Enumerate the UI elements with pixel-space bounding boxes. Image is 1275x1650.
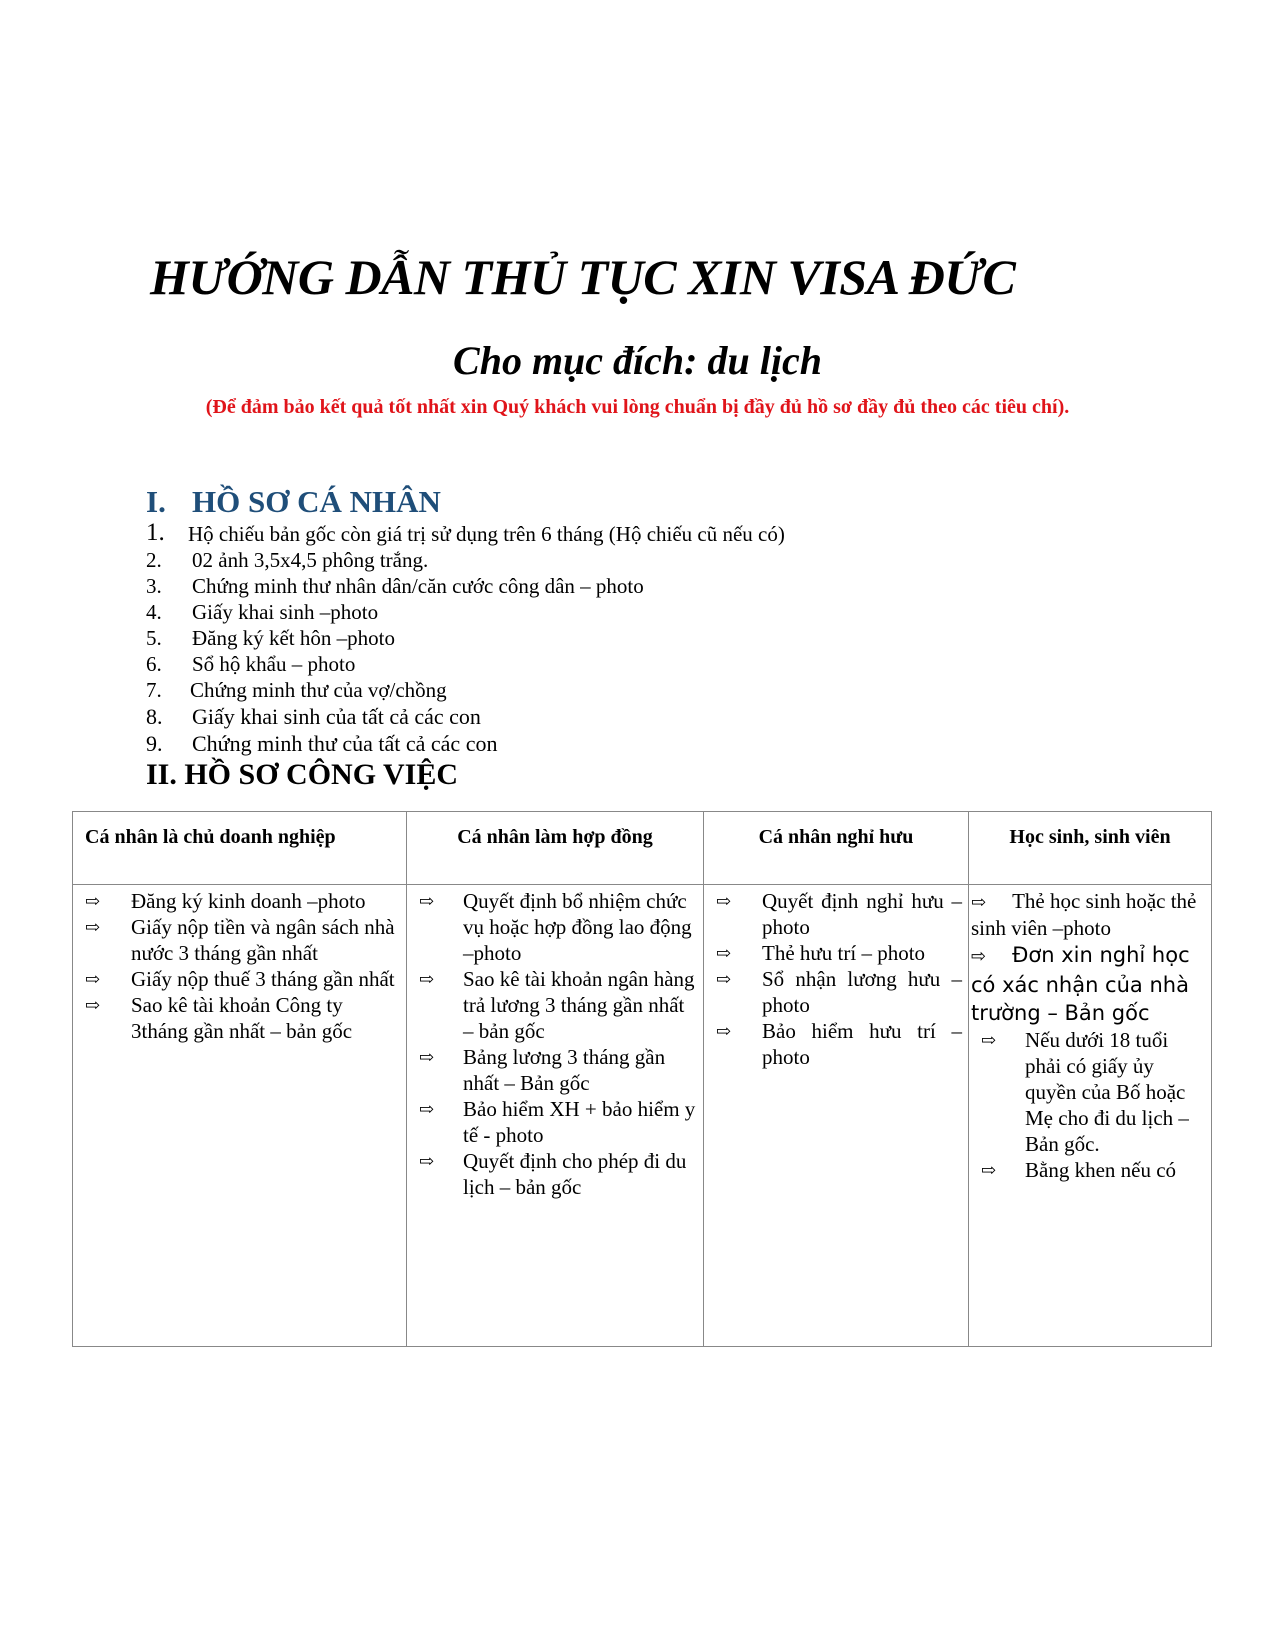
student-cell [969,885,1212,1347]
item-number: 2. [146,548,162,572]
column-header-contract-employee: Cá nhân làm hợp đồng [407,812,704,885]
arrow-right-icon: ⇨ [419,969,435,989]
list-item [969,1157,1211,1183]
list-item [407,1044,703,1096]
item-number: 8. [146,704,163,729]
arrow-right-icon: ⇨ [85,969,101,989]
item-text: Chứng minh thư của vợ/chồng [190,678,447,702]
arrow-right-icon: ⇨ [971,892,987,912]
item-text: Chứng minh thư nhân dân/căn cước công dân – photo [192,574,644,598]
section-number: I. [146,484,166,519]
item-text: Bảng lương 3 tháng gần nhất – Bản gốc [463,1045,666,1095]
arrow-right-icon: ⇨ [716,891,732,911]
item-text: Quyết định bổ nhiệm chức vụ hoặc hợp đồng lao động –photo [463,889,692,965]
arrow-right-icon: ⇨ [85,995,101,1015]
list-item [407,1096,703,1148]
item-number: 4. [146,600,162,624]
student-paragraph [969,888,1211,941]
work-documents-table [72,811,1212,1347]
item-text: Sổ hộ khẩu – photo [192,652,356,676]
section-heading-text: HỒ SƠ CÁ NHÂN [192,484,441,519]
contract-employee-cell [407,885,704,1347]
document-title: HƯỚNG DẪN THỦ TỤC XIN VISA ĐỨC [150,249,1016,305]
item-text: Bằng khen nếu có [1025,1158,1177,1182]
item-text: Giấy khai sinh của tất cả các con [192,704,481,729]
item-text: Hộ chiếu bản gốc còn giá trị sử dụng trên 6 tháng (Hộ chiếu cũ nếu có) [188,522,785,546]
paragraph-text: Đơn xin nghỉ học có xác nhận của nhà trường – Bản gốc [971,943,1190,1025]
column-header-business-owner: Cá nhân là chủ doanh nghiệp [73,812,407,885]
arrow-right-icon: ⇨ [716,943,732,963]
item-text: Đăng ký kinh doanh –photo [131,889,366,913]
item-number: 3. [146,574,162,598]
item-number: 9. [146,731,163,756]
section-personal-heading [146,484,441,520]
list-item [704,1018,968,1070]
item-text: Sao kê tài khoản Công ty 3tháng gần nhất – bản gốc [131,993,353,1043]
arrow-right-icon: ⇨ [85,891,101,911]
item-text: 02 ảnh 3,5x4,5 phông trắng. [192,548,429,572]
list-item [704,966,968,1018]
document-subtitle: Cho mục đích: du lịch [453,338,822,383]
arrow-right-icon: ⇨ [419,1099,435,1119]
retiree-cell [704,885,969,1347]
item-text: Đăng ký kết hôn –photo [192,626,395,650]
item-text: Sổ nhận lương hưu – photo [762,967,962,1017]
list-item [73,992,406,1044]
column-header-retiree: Cá nhân nghỉ hưu [704,812,969,885]
arrow-right-icon: ⇨ [716,1021,732,1041]
paragraph-text: Thẻ học sinh hoặc thẻ sinh viên –photo [971,889,1197,940]
list-item [969,1027,1211,1157]
item-text: Sao kê tài khoản ngân hàng trả lương 3 tháng gần nhất – bản gốc [463,967,695,1043]
item-text: Giấy khai sinh –photo [192,600,379,624]
table-header-row [73,812,1212,885]
item-number: 5. [146,626,162,650]
arrow-right-icon: ⇨ [981,1160,997,1180]
preparation-note: (Để đảm bảo kết quả tốt nhất xin Quý khách vui lòng chuẩn bị đầy đủ hồ sơ đầy đủ theo các tiêu chí). [205,396,1070,418]
item-text: Bảo hiểm hưu trí – photo [762,1019,962,1069]
item-text: Nếu dưới 18 tuổi phải có giấy ủy quyền của Bố hoặc Mẹ cho đi du lịch – Bản gốc. [1025,1028,1189,1156]
item-text: Bảo hiểm XH + bảo hiểm y tế - photo [463,1097,696,1147]
section-work-heading: II. HỒ SƠ CÔNG VIỆC [146,758,459,791]
list-item [704,888,968,940]
column-header-student: Học sinh, sinh viên [969,812,1212,885]
list-item [407,888,703,966]
arrow-right-icon: ⇨ [85,917,101,937]
arrow-right-icon: ⇨ [716,969,732,989]
arrow-right-icon: ⇨ [419,1047,435,1067]
arrow-right-icon: ⇨ [981,1030,997,1050]
item-number: 1. [146,519,165,546]
item-text: Quyết định nghỉ hưu – photo [762,889,962,939]
table-body-row [73,885,1212,1347]
item-text: Thẻ hưu trí – photo [762,941,926,965]
item-number: 7. [146,678,162,702]
list-item [73,966,406,992]
item-text: Giấy nộp thuế 3 tháng gần nhất [131,967,395,991]
list-item [704,940,968,966]
item-text: Giấy nộp tiền và ngân sách nhà nước 3 tháng gần nhất [131,915,395,965]
list-item [407,966,703,1044]
arrow-right-icon: ⇨ [419,1151,435,1171]
item-number: 6. [146,652,162,676]
arrow-right-icon: ⇨ [971,946,987,967]
business-owner-cell [73,885,407,1347]
list-item [407,1148,703,1200]
item-text: Chứng minh thư của tất cả các con [192,731,498,756]
student-paragraph [969,941,1211,1027]
list-item [73,888,406,914]
list-item [73,914,406,966]
item-text: Quyết định cho phép đi du lịch – bản gốc [463,1149,687,1199]
arrow-right-icon: ⇨ [419,891,435,911]
